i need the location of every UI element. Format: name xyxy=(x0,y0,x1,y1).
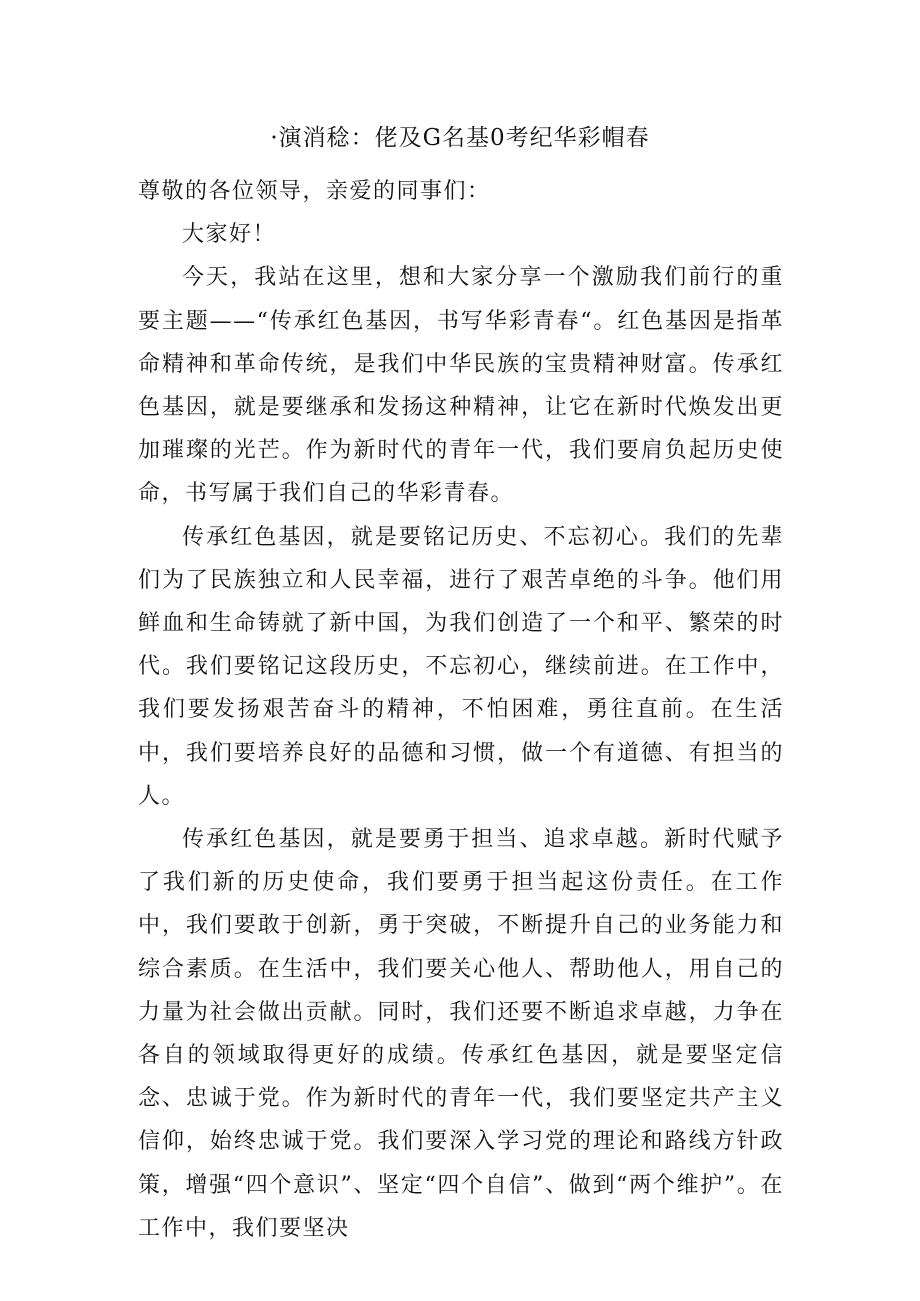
paragraph-3: 传承红色基因，就是要勇于担当、追求卓越。新时代赋予了我们新的历史使命，我们要勇于担当起这份责任。在工作中，我们要敢于创新，勇于突破，不断提升自己的业务能力和综合素质。在生活中，我们要关心他人、帮助他人，用自己的力量为社会做出贡献。同时，我们还要不断追求卓越，力争在各自的领域取得更好的成绩。传承红色基因，就是要坚定信念、忠诚于党。作为新时代的青年一代，我们要坚定共产主义信仰，始终忠诚于党。我们要深入学习党的理论和路线方针政策，增强“四个意识”、坚定“四个自信”、做到“两个维护”。在工作中，我们要坚决 xyxy=(138,827,784,1241)
paragraph-1: 今天，我站在这里，想和大家分享一个激励我们前行的重要主题——“传承红色基因，书写华彩青春“。红色基因是指革命精神和革命传统，是我们中华民族的宝贵精神财富。传承红色基因，就是要继承和发扬这种精神，让它在新时代焕发出更加璀璨的光芒。作为新时代的青年一代，我们要肩负起历史使命，书写属于我们自己的华彩青春。 xyxy=(138,265,784,507)
document-title: ·演消稔：佬及G名基0考纪华彩帽春 xyxy=(270,125,650,151)
document-body xyxy=(138,170,784,1250)
salutation: 尊敬的各位领导，亲爱的同事们： xyxy=(138,179,491,204)
greeting: 大家好！ xyxy=(182,222,277,248)
paragraph-2: 传承红色基因，就是要铭记历史、不忘初心。我们的先辈们为了民族独立和人民幸福，进行了艰苦卓绝的斗争。他们用鲜血和生命铸就了新中国，为我们创造了一个和平、繁荣的时代。我们要铭记这段历史，不忘初心，继续前进。在工作中，我们要发扬艰苦奋斗的精神，不怕困难，勇往直前。在生活中，我们要培养良好的品德和习惯，做一个有道德、有担当的人。 xyxy=(138,524,784,809)
